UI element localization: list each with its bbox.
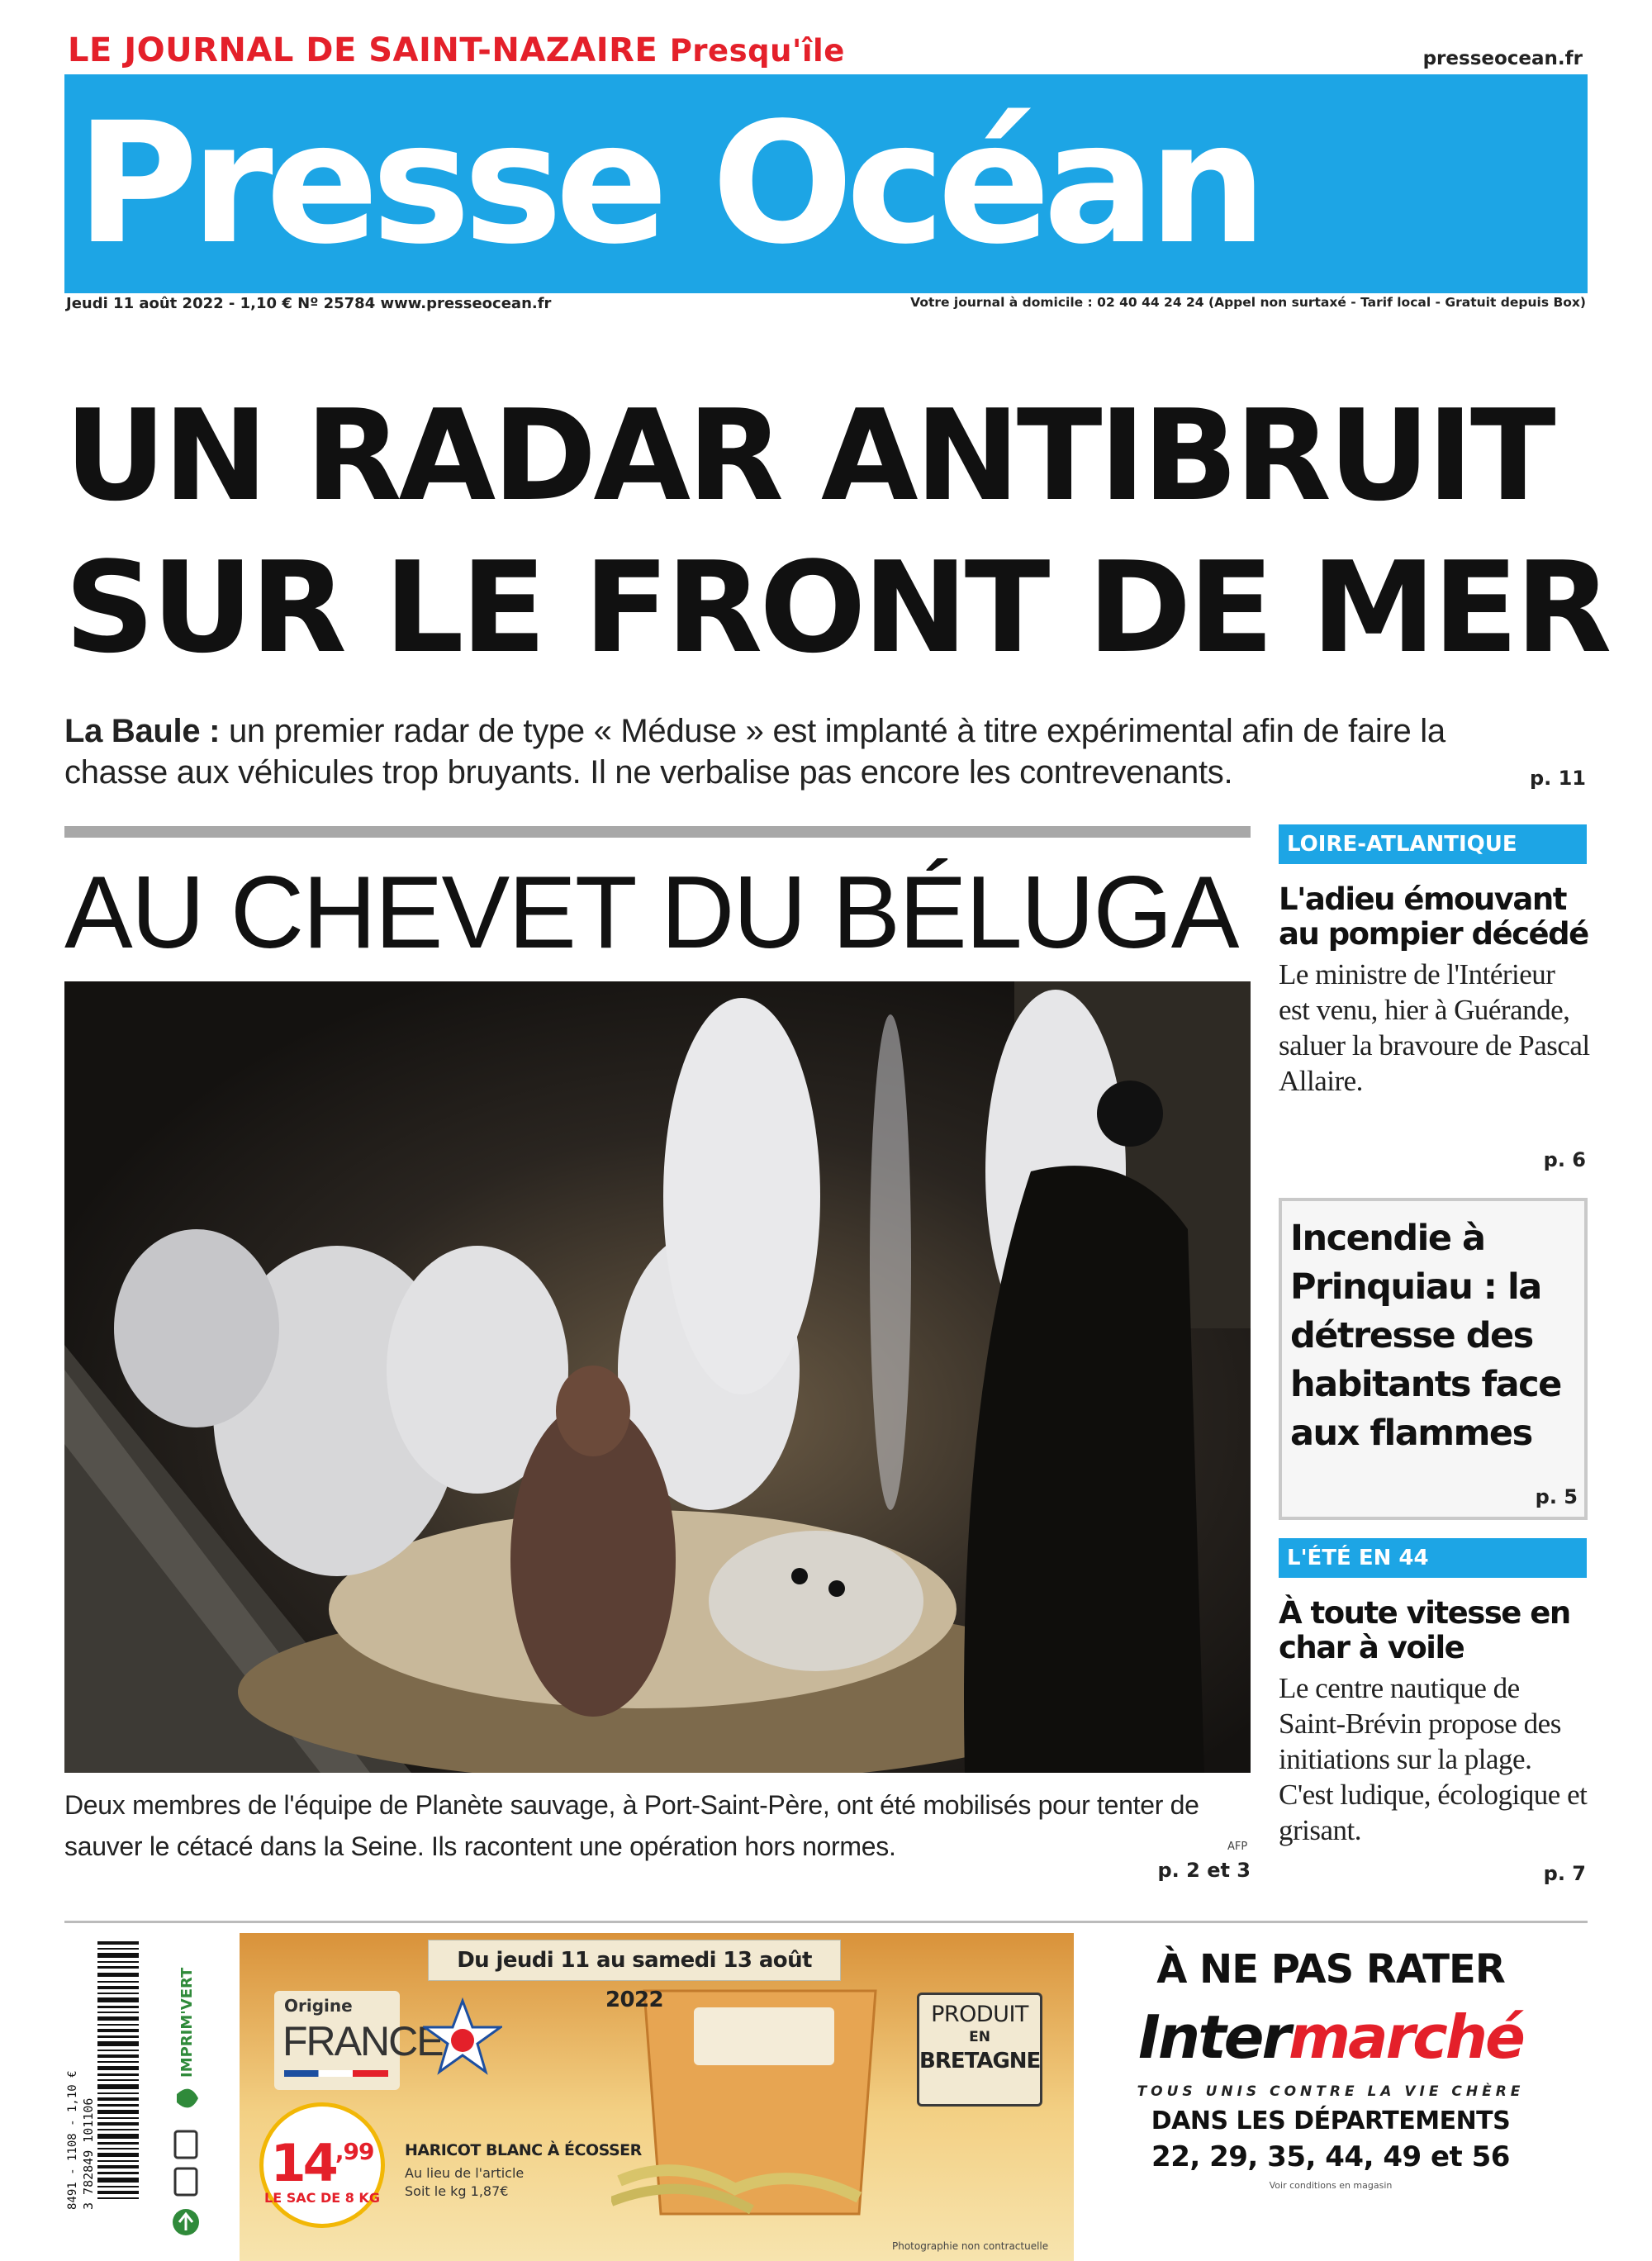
beluga-title: AU CHEVET DU BÉLUGA	[64, 856, 1238, 970]
origin-country: FRANCE	[282, 2018, 443, 2064]
main-lede	[64, 710, 1518, 793]
ad-product-panel	[240, 1933, 1074, 2261]
ad-right-title: À NE PAS RATER	[1156, 1946, 1505, 1993]
edition-name: LE JOURNAL DE SAINT-NAZAIRE	[68, 31, 658, 69]
french-flag-icon	[284, 2070, 388, 2077]
origin-label: Origine	[284, 1996, 353, 2016]
story1-headline: L'adieu émouvant au pompier décédé	[1279, 881, 1588, 952]
price-decimals: ,99	[335, 2138, 374, 2165]
lede-place: La Baule :	[64, 713, 221, 749]
paper-icon	[175, 2168, 197, 2195]
origin-france-badge	[274, 1991, 443, 2090]
story1-body: Le ministre de l'Intérieur est venu, hier à Guérande, saluer la bravoure de Pascal Allaire.	[1279, 958, 1590, 1097]
brand-part-b: marché	[1288, 2002, 1523, 2072]
produit-en-bretagne-badge	[917, 1993, 1042, 2107]
recycle-box-icon	[175, 2131, 197, 2158]
story2-page-ref: p. 5	[1535, 1485, 1578, 1508]
main-headline-line1: UN RADAR ANTIBRUIT	[64, 382, 1553, 529]
main-headline-line2: SUR LE FRONT DE MER	[64, 534, 1609, 681]
ad-slogan: TOUS UNIS CONTRE LA VIE CHÈRE	[1137, 2083, 1525, 2100]
photo-caption: Deux membres de l'équipe de Planète sauvage, à Port-Saint-Père, ont été mobilisés pour tenter de sauver le cétacé dans la Seine. Ils racontent une opération hors normes.	[64, 1790, 1199, 1861]
section-divider	[64, 826, 1251, 838]
intermarche-ad[interactable]	[240, 1933, 1588, 2261]
site-url[interactable]: presseocean.fr	[1422, 48, 1583, 69]
beluga-page-ref: p. 2 et 3	[1157, 1859, 1251, 1882]
masthead	[64, 74, 1588, 293]
ad-brand-panel	[1074, 1933, 1588, 2261]
star-label-icon	[423, 1997, 502, 2077]
photo-credit: AFP	[1227, 1841, 1248, 1853]
lede-page-ref: p. 11	[1529, 767, 1586, 790]
footer-divider	[64, 1921, 1588, 1923]
story3-page-ref: p. 7	[1543, 1862, 1586, 1885]
product-name: HARICOT BLANC À ÉCOSSER	[405, 2141, 642, 2159]
section-tag-ete-en-44: L'ÉTÉ EN 44	[1279, 1538, 1587, 1578]
brand-part-a: Inter	[1138, 2002, 1289, 2072]
beluga-photo	[64, 981, 1251, 1773]
ad-depts-list: 22, 29, 35, 44, 49 et 56	[1151, 2140, 1510, 2173]
price-integer: 14	[270, 2133, 335, 2193]
intermarche-logo	[1074, 2004, 1588, 2070]
imprim-vert-label: IMPRIM'VERT	[178, 1967, 196, 2078]
price-badge	[259, 2102, 385, 2228]
main-headline	[64, 380, 1609, 684]
folio-subscription: Votre journal à domicile : 02 40 44 24 24 (Appel non surtaxé - Tarif local - Gratuit depuis Box)	[910, 295, 1586, 310]
newspaper-logo: Presse Océan	[76, 86, 1260, 281]
price-unit: LE SAC DE 8 KG	[264, 2190, 380, 2206]
ad-disclaimer: Photographie non contractuelle	[892, 2240, 1049, 2252]
product-detail-1: Au lieu de l'article	[405, 2165, 525, 2181]
edition-sublabel: Presqu'île	[669, 33, 845, 69]
ad-depts-label: DANS LES DÉPARTEMENTS	[1151, 2107, 1511, 2135]
section-tag-loire-atlantique: LOIRE-ATLANTIQUE	[1279, 824, 1587, 864]
story1-page-ref: p. 6	[1543, 1148, 1586, 1171]
edition-label	[68, 31, 845, 69]
barcode-price-code: 8491 - 1108 - 1,10 €	[66, 2070, 79, 2210]
barcode	[64, 1933, 140, 2214]
folio-date-price: Jeudi 11 août 2022 - 1,10 € Nº 25784 www.presseocean.fr	[66, 295, 552, 312]
ad-fineprint: Voir conditions en magasin	[1269, 2180, 1393, 2191]
product-detail-2: Soit le kg 1,87€	[405, 2183, 509, 2199]
product-details	[405, 2164, 524, 2201]
story2-headline: Incendie à Prinquiau : la détresse des habitants face aux flammes	[1290, 1218, 1561, 1454]
leaf-icon	[177, 2089, 198, 2108]
produit-line3: BRETAGNE	[919, 2049, 1041, 2073]
story2-box	[1279, 1198, 1588, 1520]
ad-dates: Du jeudi 11 au samedi 13 août 2022	[428, 1940, 841, 1981]
produit-line1: PRODUIT	[931, 2002, 1028, 2027]
story3-headline: À toute vitesse en char à voile	[1279, 1595, 1570, 1665]
lede-text: un premier radar de type « Méduse » est implanté à titre expérimental afin de faire la chasse aux véhicules trop bruyants. Il ne verbalise pas encore les contrevenants.	[64, 713, 1446, 791]
barcode-number: 3 782849 101106	[81, 2097, 96, 2210]
imprim-vert-column	[165, 1929, 206, 2255]
produit-line2: EN	[969, 2029, 990, 2045]
story3-body: Le centre nautique de Saint-Brévin propose des initiations sur la plage. C'est ludique, écologique et grisant.	[1279, 1672, 1588, 1846]
